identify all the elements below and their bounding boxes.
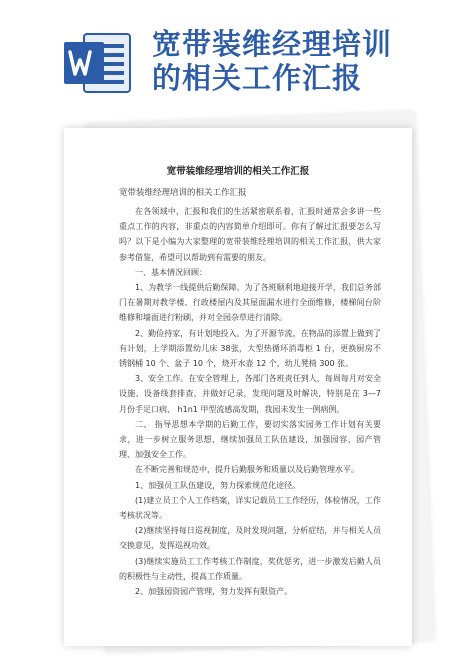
body-paragraph: 一、基本情况回顾： <box>135 267 207 277</box>
banner-title <box>152 27 392 95</box>
banner-title-line2: 的相关工作汇报 <box>152 61 363 95</box>
header-banner <box>0 0 474 120</box>
body-paragraph: 2、加强园资园产管理，努力发挥有限资产。 <box>135 587 293 597</box>
body-paragraph: (3)继续实施员工工作考核工作制度，奖优惩劣，进一步激发后勤人员的积极性与主动性，提高工作质量。 <box>119 556 381 581</box>
body-paragraph: 在不断完善和规范中，提升后勤服务和质量以及后勤管理水平。 <box>135 465 359 475</box>
body-paragraph: 1、为教学一线提供后勤保障。为了各班顺利地迎接开学，我们总务部门在暑期对教学楼、行政楼屋内及其屋面漏水进行全面维修，楼梯间台阶维修和墙面进行粉刷，并对全园杂草进行清除。 <box>119 283 381 323</box>
document-body <box>119 204 381 599</box>
body-paragraph: (1)建立员工个人工作档案，详实记载员工工作经历，体检情况，工作考核状况等。 <box>119 495 381 521</box>
document-title: 宽带装维经理培训的相关工作汇报 <box>166 166 310 177</box>
body-paragraph: (2)继续坚持每日巡视制度，及时发现问题，分析症结，并与相关人员交换意见，发挥巡视功效。 <box>119 526 381 551</box>
banner-title-line1: 宽带装维经理培训 <box>152 27 393 61</box>
word-document-icon <box>62 32 134 94</box>
document-subtitle: 宽带装维经理培训的相关工作汇报 <box>119 188 247 198</box>
body-paragraph: 1、加强员工队伍建设，努力探索规范化途径。 <box>135 480 301 490</box>
document-page <box>64 128 412 646</box>
body-paragraph: 在各领域中，汇报和我们的生活紧密联系着，汇报时通常会多讲一些重点工作的内容，非重点的内容简单介绍即可。你有了解过汇报要怎么写吗？以下是小编为大家整理的宽带装维经理培训的相关工作汇报，供大家参考借鉴，希望可以帮助到有需要的朋友。 <box>119 207 381 262</box>
body-paragraph: 3、安全工作。在安全管理上，各部门各班责任到人，每周每月对安全设施、设备线套排查，并做好记录，发现问题及时解决，特别是在 3—7 月份手足口病、 h1n1 甲型流感高发期，我园未发生一例病例。 <box>119 374 381 414</box>
body-paragraph: 二、 指导思想本学期的后勤工作，要切实落实园务工作计划有关要求，进一步树立服务思想，继续加强员工队伍建设，加强园容、园产管理、加强安全工作。 <box>119 419 381 460</box>
body-paragraph: 2、勤俭持家，有计划地投入。为了开源节流，在物品的添置上做到了有计划，上学期添置幼儿床 38张，大型热循环消毒柜 1 台，更换厨房不锈钢桶 10 个、盆子 10 个，烧开水壶 12 个，幼儿凳椅 300 张。 <box>119 328 381 369</box>
